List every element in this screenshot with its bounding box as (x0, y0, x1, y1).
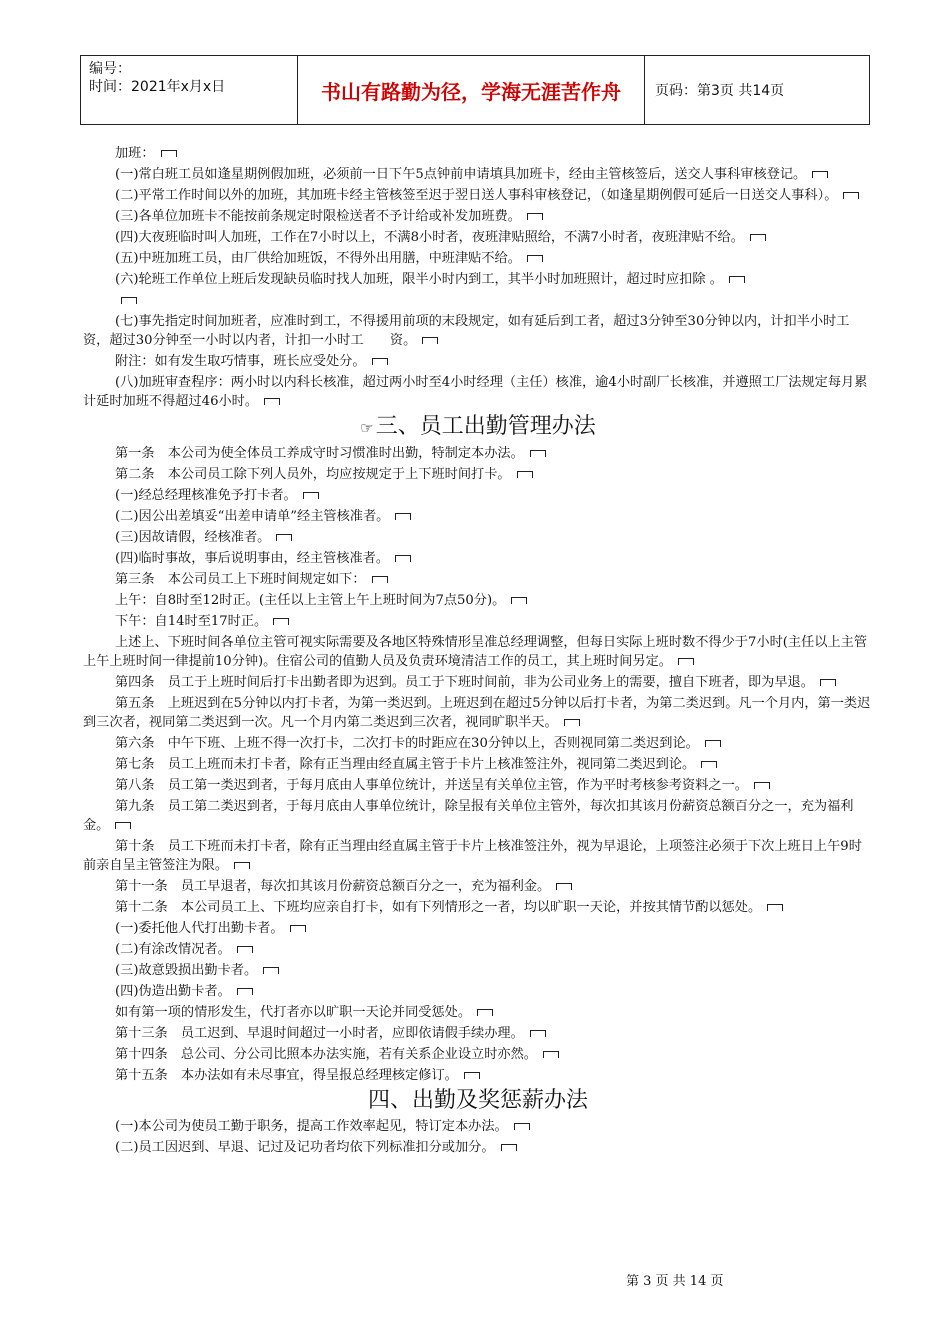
paragraph-text: 加班： (115, 146, 155, 161)
paragraph-mark-icon (820, 679, 836, 686)
paragraph (83, 694, 873, 732)
section-four-title: 四、出勤及奖惩薪办法 (367, 1088, 588, 1113)
paragraph-text: (一)经总经理核准免予打卡者。 (115, 488, 297, 503)
paragraph (83, 734, 873, 753)
paragraph-text: 第十二条 本公司员工上、下班均应亲自打卡，如有下列情形之一者，均以旷职一天论，并按其情节酌以惩处。 (115, 900, 762, 915)
paragraph (83, 612, 873, 631)
paragraph-text: 第十一条 员工早退者，每次扣其该月份薪资总额百分之一，充为福利金。 (115, 879, 551, 894)
paragraph-mark-icon (527, 255, 543, 262)
paragraph-mark-icon (705, 740, 721, 747)
paragraph-text: (一)委托他人代打出勤卡者。 (115, 921, 284, 936)
paragraph-text: 第二条 本公司员工除下列人员外，均应按规定于上下班时间打卡。 (115, 467, 511, 482)
paragraph-mark-icon (264, 398, 280, 405)
paragraph (83, 673, 873, 692)
paragraph-text: 第七条 员工上班而未打卡者，除有正当理由经直属主管于卡片上核准签注外，视同第二类迟到论。 (115, 757, 696, 772)
paragraph-text: 第十五条 本办法如有未尽事宜，得呈报总经理核定修订。 (115, 1068, 458, 1083)
paragraph-text: 第六条 中午下班、上班不得一次打卡，二次打卡的时距应在30分钟以上，否则视同第二类迟到论。 (115, 736, 699, 751)
paragraph (83, 982, 873, 1001)
paragraph-mark-icon (556, 883, 572, 890)
paragraph-text: 如有第一项的情形发生，代打者亦以旷职一天论并同受惩处。 (115, 1005, 472, 1020)
paragraph-text: (二)平常工作时间以外的加班，其加班卡经主管核签至迟于翌日送人事科审核登记，（如逢星期例假可延后一日送交人事科）。 (115, 188, 838, 203)
paragraph-text: (三)各单位加班卡不能按前条规定时限检送者不予计给或补发加班费。 (115, 209, 521, 224)
paragraph-text: 第五条 上班迟到在5分钟以内打卡者，为第一类迟到。上班迟到在超过5分钟以后打卡者，为第二类迟到。凡一个月内，第一类迟到三次者，视同第二类迟到一次。凡一个月内第二类迟到三次者，视同旷职半天。 (83, 696, 871, 730)
paragraph (83, 1003, 873, 1022)
paragraph-mark-icon (464, 1072, 480, 1079)
paragraph (83, 1066, 873, 1085)
time-label: 时间：2021年x月x日 (89, 79, 226, 95)
paragraph-text: (六)轮班工作单位上班后发现缺员临时找人加班，限半小时内到工，其半小时加班照计，超过时应扣除 。 (115, 272, 723, 287)
paragraph-mark-icon (767, 904, 783, 911)
paragraph-mark-icon (234, 862, 250, 869)
paragraph (83, 837, 873, 875)
paragraph (83, 633, 873, 671)
paragraph (83, 1138, 873, 1157)
paragraph-text: 第三条 本公司员工上下班时间规定如下： (115, 572, 366, 587)
paragraph-mark-icon (372, 576, 388, 583)
paragraph-text: (五)中班加班工员，由厂供给加班饭，不得外出用膳，中班津贴不给。 (115, 251, 521, 266)
paragraph-text: (三)因故请假，经核准者。 (115, 530, 271, 545)
paragraph-mark-icon (530, 450, 546, 457)
document-body (83, 144, 873, 1159)
paragraph-mark-icon (237, 946, 253, 953)
paragraph-mark-icon (530, 1030, 546, 1037)
paragraph-text: 附注：如有发生取巧情事，班长应受处分。 (115, 354, 366, 369)
paragraph (83, 940, 873, 959)
page-info: 页码：第3页 共14页 (655, 83, 785, 99)
paragraph (83, 898, 873, 917)
paragraph-mark-icon (527, 213, 543, 220)
pointing-hand-icon: ☞ (360, 419, 374, 437)
paragraph-mark-icon (395, 513, 411, 520)
paragraph-mark-icon (422, 337, 438, 344)
paragraph-text: 第九条 员工第二类迟到者，于每月底由人事单位统计，除呈报有关单位主管外，每次扣其该月份薪资总额百分之一，充为福利金。 (83, 799, 854, 833)
paragraph-mark-icon (678, 658, 694, 665)
paragraph (83, 507, 873, 526)
section-overtime (83, 144, 873, 411)
paragraph-text: 第一条 本公司为使全体员工养成守时习惯准时出勤，特制定本办法。 (115, 446, 524, 461)
paragraph-mark-icon (303, 492, 319, 499)
paragraph (83, 961, 873, 980)
paragraph (83, 207, 873, 226)
paragraph (83, 270, 873, 289)
paragraph-mark-icon (517, 471, 533, 478)
paragraph-text: (七)事先指定时间加班者，应准时到工，不得援用前项的末段规定，如有延后到工者，超过3分钟至30分钟以内，计扣半小时工资，超过30分钟至一小时以内者，计扣一小时工 资。 (83, 314, 850, 348)
section-three-title: 三、员工出勤管理办法 (375, 414, 596, 439)
paragraph-mark-icon (121, 297, 137, 304)
paragraph-text: 上午：自8时至12时正。(主任以上主管上午上班时间为7点50分)。 (115, 593, 506, 608)
paragraph-mark-icon (273, 618, 289, 625)
paragraph-mark-icon (477, 1009, 493, 1016)
paragraph (83, 228, 873, 247)
paragraph (83, 919, 873, 938)
paragraph (83, 877, 873, 896)
paragraph (83, 570, 873, 589)
section-three-heading (83, 413, 873, 442)
motto: 书山有路勤为径，学海无涯苦作舟 (298, 56, 645, 124)
paragraph-mark-icon (514, 1123, 530, 1130)
paragraph (83, 444, 873, 463)
paragraph-mark-icon (115, 822, 131, 829)
paragraph-text: (四)伪造出勤卡者。 (115, 984, 231, 999)
paragraph (83, 797, 873, 835)
paragraph-text: (四)临时事故，事后说明事由，经主管核准者。 (115, 551, 390, 566)
paragraph-mark-icon (372, 358, 388, 365)
paragraph-mark-icon (263, 967, 279, 974)
paragraph-mark-icon (754, 782, 770, 789)
paragraph-text: (一)本公司为使员工勤于职务，提高工作效率起见，特订定本办法。 (115, 1119, 508, 1134)
paragraph (83, 373, 873, 411)
paragraph-text: 第十三条 员工迟到、早退时间超过一小时者，应即依请假手续办理。 (115, 1026, 524, 1041)
paragraph-mark-icon (543, 1051, 559, 1058)
page-footer: 第 3 页 共 14 页 (626, 1274, 724, 1289)
paragraph-text: (二)因公出差填妥“出差申请单”经主管核准者。 (115, 509, 390, 524)
paragraph-mark-icon (812, 171, 828, 178)
paragraph (83, 776, 873, 795)
number-label: 编号： (89, 61, 131, 77)
paragraph (83, 465, 873, 484)
section-four-heading (83, 1087, 873, 1115)
paragraph (83, 312, 873, 350)
paragraph (83, 1024, 873, 1043)
paragraph-mark-icon (237, 988, 253, 995)
paragraph (83, 528, 873, 547)
paragraph (83, 249, 873, 268)
paragraph-mark-icon (843, 192, 859, 199)
paragraph-mark-icon (750, 234, 766, 241)
paragraph-mark-icon (276, 534, 292, 541)
header-left-cell (81, 56, 298, 124)
page-header-table (80, 55, 870, 125)
paragraph (83, 186, 873, 205)
paragraph (83, 144, 873, 163)
paragraph-mark-icon (395, 555, 411, 562)
paragraph (83, 1045, 873, 1064)
paragraph-mark-icon (701, 761, 717, 768)
paragraph-text: 第四条 员工于上班时间后打卡出勤者即为迟到。员工于下班时间前，非为公司业务上的需要，擅自下班者，即为早退。 (115, 675, 814, 690)
paragraph-mark-icon (511, 597, 527, 604)
paragraph (83, 755, 873, 774)
paragraph (83, 486, 873, 505)
paragraph-text: (八)加班审查程序：两小时以内科长核准，超过两小时至4小时经理（主任）核准，逾4小时副厂长核准，并遵照工厂法规定每月累计延时加班不得超过46小时。 (83, 375, 868, 409)
paragraph (83, 352, 873, 371)
paragraph-mark-icon (501, 1144, 517, 1151)
paragraph-mark-icon (564, 719, 580, 726)
paragraph-text: (二)有涂改情况者。 (115, 942, 231, 957)
paragraph-text: (二)员工因迟到、早退、记过及记功者均依下列标准扣分或加分。 (115, 1140, 495, 1155)
paragraph-text: 第十条 员工下班而未打卡者，除有正当理由经直属主管于卡片上核准签注外，视为早退论，上项签注必须于下次上班日上午9时前亲自呈主管签注为限。 (83, 839, 862, 873)
paragraph (83, 591, 873, 610)
paragraph-text: 第八条 员工第一类迟到者，于每月底由人事单位统计，并送呈有关单位主管，作为平时考核参考资料之一。 (115, 778, 748, 793)
paragraph-mark-icon (729, 276, 745, 283)
paragraph-text: 第十四条 总公司、分公司比照本办法实施，若有关系企业设立时亦然。 (115, 1047, 537, 1062)
paragraph-text: (三)故意毁损出勤卡者。 (115, 963, 258, 978)
paragraph-text: 上述上、下班时间各单位主管可视实际需要及各地区特殊情形呈准总经理调整，但每日实际上班时数不得少于7小时(主任以上主管上午上班时间一律提前10分钟)。住宿公司的值勤人员及负责环境清洁工作的员工，其上班时间另定。 (83, 635, 868, 669)
section-four (83, 1117, 873, 1157)
paragraph (83, 549, 873, 568)
paragraph (83, 291, 873, 310)
section-three (83, 444, 873, 1085)
paragraph (83, 165, 873, 184)
paragraph (83, 1117, 873, 1136)
paragraph-text: (一)常白班工员如逢星期例假加班，必须前一日下午5点钟前申请填具加班卡，经由主管核签后，送交人事科审核登记。 (115, 167, 807, 182)
paragraph-mark-icon (290, 925, 306, 932)
paragraph-text: 下午：自14时至17时正。 (115, 614, 268, 629)
paragraph-mark-icon (161, 150, 177, 157)
paragraph-text: (四)大夜班临时叫人加班，工作在7小时以上，不满8小时者，夜班津贴照给，不满7小时者，夜班津贴不给。 (115, 230, 744, 245)
